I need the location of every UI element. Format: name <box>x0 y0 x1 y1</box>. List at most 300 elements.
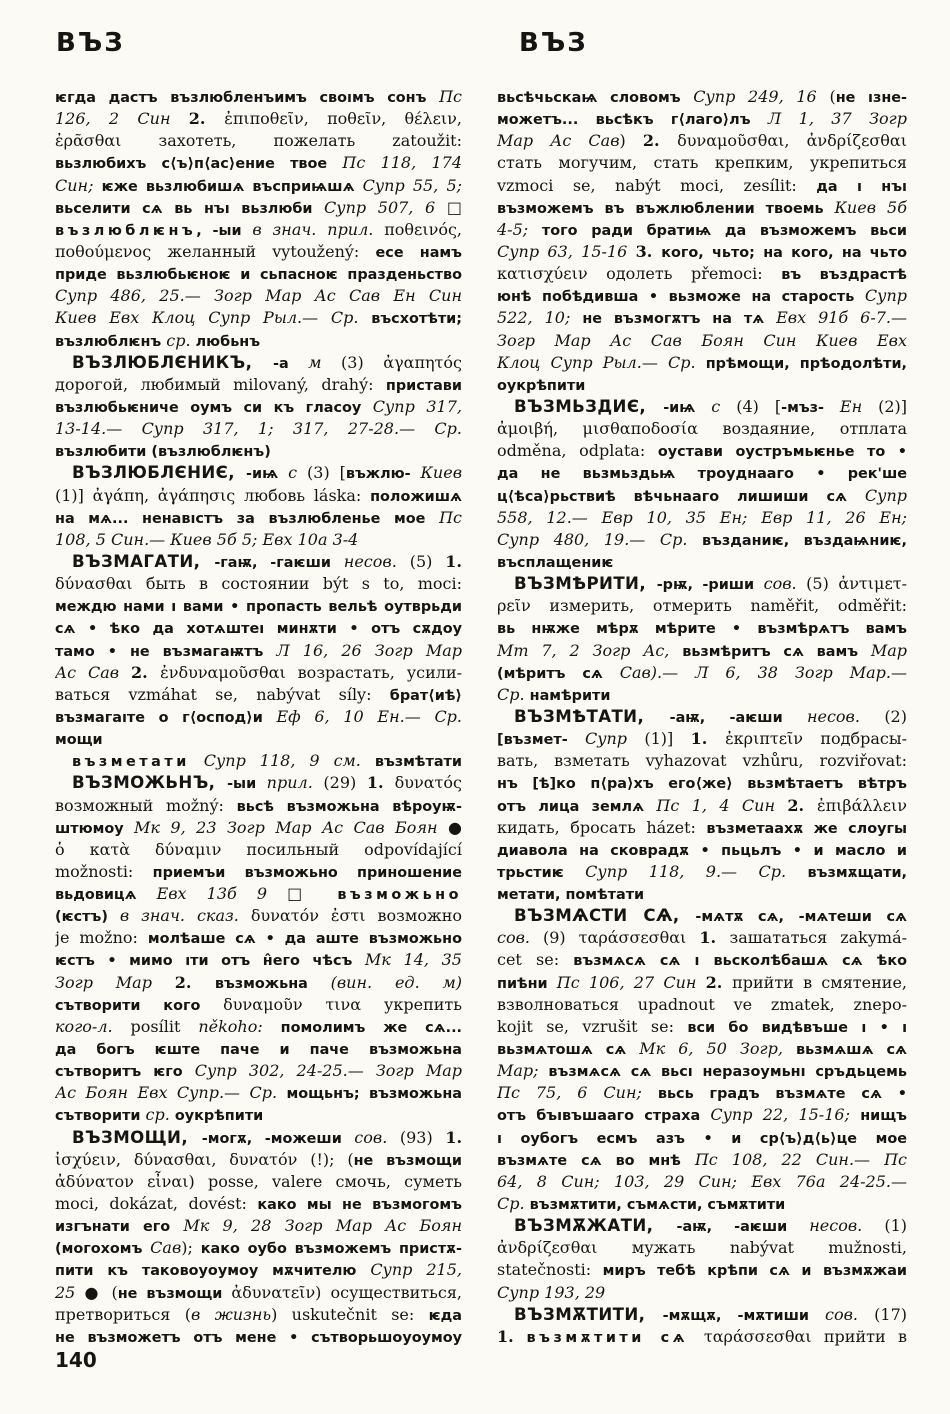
old-church-slavonic-text: да ı нъı <box>816 178 907 195</box>
text-line <box>497 972 907 994</box>
translation-text: κατισχύειν одолеть přemoci: <box>497 264 782 284</box>
italic-reference: Супр 55, 5; <box>362 175 462 195</box>
text-line <box>55 507 462 529</box>
text-line <box>497 396 907 418</box>
text-line <box>55 396 462 418</box>
italic-reference: Сав).— Л 6, 38 Зогр Мар.— <box>619 662 907 682</box>
old-church-slavonic-text: на мѧ... ненавıстъ за възлюбленье мое <box>55 510 440 527</box>
old-church-slavonic-text: не възможетъ отъ мене • сътворьшоуоумоу <box>55 1329 462 1346</box>
old-church-slavonic-text: (могохомъ <box>55 1241 151 1258</box>
old-church-slavonic-text: есе намъ <box>375 244 462 261</box>
italic-reference: Л 1, 37 Зогр <box>767 109 907 129</box>
old-church-slavonic-text: възлюбити (възлюблѥнъ) <box>55 444 271 461</box>
old-church-slavonic-text: вси бо видѣвъше ı • ı <box>687 1019 907 1036</box>
old-church-slavonic-text: -а <box>273 355 309 372</box>
old-church-slavonic-text: вьзлюбихъ с⟨ъ⟩п⟨ас⟩ение твое <box>55 156 343 173</box>
italic-reference: Мт 7, 2 Зогр Ас, <box>497 640 683 660</box>
old-church-slavonic-text: ц⟨ѣса⟩рьствиѣ вѣчьнааго лишиши сѧ <box>497 488 865 505</box>
text-line <box>497 307 907 329</box>
text-line <box>497 551 907 573</box>
italic-reference: м <box>308 352 342 372</box>
text-line <box>497 130 907 152</box>
text-line <box>55 573 462 595</box>
old-church-slavonic-text: възмагаıте о г⟨оспод⟩и <box>55 709 277 726</box>
old-church-slavonic-text: вьдовицѧ <box>55 887 157 904</box>
old-church-slavonic-text: намѣрити <box>529 687 611 704</box>
text-line <box>497 662 907 684</box>
text-line <box>55 994 462 1016</box>
text-line <box>55 817 462 839</box>
italic-reference: 13-14.— Супр 317, 1; 317, 27-28.— Ср. <box>55 419 462 439</box>
translation-text: ἐρᾶσθαι захотеть, пожелать zatoužit: <box>55 131 462 151</box>
italic-reference: Л 16, 26 Зогр Мар <box>276 640 462 660</box>
italic-reference: сов. <box>354 1127 400 1147</box>
old-church-slavonic-text: да богъ ѥште паче и паче възможьна <box>55 1042 462 1059</box>
italic-reference: Мк 9, 23 Зогр Мар Ас Сав Боян <box>134 817 449 837</box>
text-line <box>497 197 907 219</box>
text-line <box>497 994 907 1016</box>
old-church-slavonic-text: ѥгда дастъ възлюбленъимъ своıмъ сонъ <box>55 90 440 106</box>
translation-text: δύνασθαι быть в состоянии být s to, moci: <box>55 574 462 594</box>
translation-text: ἐπιποθεῖν, ποθεῖν, θέλειν, <box>224 109 462 129</box>
italic-reference: Супр 118, 9 см. <box>189 751 375 771</box>
old-church-slavonic-text: того ради братиѩ да възможемъ вьси <box>541 222 907 239</box>
text-line <box>497 1304 907 1326</box>
italic-reference: Клоц Супр Рыл.— Ср. <box>497 352 706 372</box>
italic-reference: 558, 12.— Евр 10, 35 Ен; Евр 11, 26 Ен; <box>497 507 907 527</box>
old-church-slavonic-text: положишѧ <box>370 488 462 505</box>
text-line <box>497 175 907 197</box>
translation-text: стать могучим, стать крепким, укрепиться <box>497 153 907 173</box>
text-line <box>497 1127 907 1149</box>
old-church-slavonic-text: възмѧте сѧ во мнѣ <box>497 1152 695 1169</box>
text-line <box>497 418 907 440</box>
old-church-slavonic-text: штюмоу <box>55 820 135 837</box>
headword: ВЪЗМОЩИ, <box>72 1127 202 1147</box>
old-church-slavonic-text: възлюблѥнъ <box>55 333 167 350</box>
translation-text: (9) ταράσσεσθαι <box>543 928 700 948</box>
old-church-slavonic-text: молѣаше сѧ • да аште възможьно <box>147 931 462 948</box>
old-church-slavonic-text: възможемъ въ въжлюблении твоемь <box>497 200 835 217</box>
old-church-slavonic-text: вьсѣчьскаѩ словомъ <box>497 90 694 106</box>
old-church-slavonic-text: -могѫ, -можеши <box>201 1130 355 1147</box>
translation-text: (17) <box>874 1304 907 1324</box>
old-church-slavonic-text: оукрѣпити <box>497 377 586 394</box>
old-church-slavonic-text: -аѭ, -аѥши <box>676 1219 810 1236</box>
text-line <box>55 1171 462 1193</box>
translation-text: ● <box>448 817 462 837</box>
headword: ВЪЗМАГАТИ, <box>72 551 215 571</box>
text-line <box>55 1104 462 1126</box>
sense-number: 1. <box>690 729 726 749</box>
italic-reference: Супр 480, 19.— Ср. <box>497 529 702 549</box>
text-line <box>55 285 462 307</box>
old-church-slavonic-text: ѥда <box>428 1307 462 1324</box>
old-church-slavonic-text: (ѥстъ) <box>55 909 120 926</box>
old-church-slavonic-text: отъ лица землѧ <box>497 798 657 815</box>
text-line <box>55 640 462 662</box>
translation-text: ἀνδρίζεσθαι мужать nabývat mužnosti, <box>497 1238 907 1258</box>
translation-text: вать, взметать vyhazovat vzhůru, rozviřovat: <box>497 751 907 771</box>
italic-reference: несов. <box>809 1216 885 1236</box>
text-line <box>55 750 462 772</box>
italic-reference: Супр 118, 9.— Ср. <box>585 861 808 881</box>
old-church-slavonic-text: юнѣ побѣдивша • вьзможе на старость <box>497 289 865 306</box>
text-line <box>497 1193 907 1215</box>
old-church-slavonic-text: нищъ <box>860 1108 907 1125</box>
sense-number: 3. <box>635 241 662 261</box>
translation-text: δυνατός <box>394 773 462 793</box>
italic-reference: Ас Сав <box>55 662 132 682</box>
text-line <box>55 374 462 396</box>
translation-text: (5) ἀντιμετ- <box>806 574 907 594</box>
translation-text: statečnosti: <box>497 1260 603 1280</box>
italic-reference: Супр 249, 16 <box>693 87 830 106</box>
italic-reference: в жизнь <box>190 1304 272 1324</box>
translation-text: возможный možný: <box>55 795 237 815</box>
text-line <box>497 573 907 595</box>
translation-text: moci, dokázat, dovést: <box>55 1194 258 1214</box>
text-line <box>55 307 462 329</box>
italic-reference: Ср. <box>497 1194 530 1214</box>
translation-text: (1)] ἀγάπη, ἀγάπησις любовь láska: <box>55 485 371 505</box>
italic-reference: Киев Евх Клоц Супр Рыл.— Ср. <box>55 308 372 328</box>
running-head-left: ВЪЗ <box>56 28 125 58</box>
text-line <box>497 772 907 794</box>
translation-text: ἐκριπτεῖν подбрасы- <box>725 729 907 749</box>
spaced-lemma-text: възможьно <box>337 887 462 904</box>
italic-reference: Киев <box>420 463 462 483</box>
translation-text: (3) ἀγαπητός <box>341 352 462 372</box>
translation-text: кидать, бросать házet: <box>497 817 707 837</box>
text-column-right <box>497 86 907 1348</box>
italic-reference: Син; <box>55 175 102 195</box>
translation-text: ἀδύνατον εἶναι) posse, valere смочь, суметь <box>55 1171 462 1191</box>
text-line <box>497 263 907 285</box>
headword: ВЪЗМѢРИТИ, <box>514 574 657 594</box>
old-church-slavonic-text: любьнъ <box>195 333 261 350</box>
text-line <box>497 728 907 750</box>
text-line <box>497 817 907 839</box>
text-line <box>497 1237 907 1259</box>
italic-reference: Зогр Мар <box>55 972 175 992</box>
text-line <box>55 1016 462 1038</box>
old-church-slavonic-text: възмѫщати, <box>807 864 907 881</box>
italic-reference: Супр 193, 29 <box>497 1282 606 1302</box>
old-church-slavonic-text: метати, помѣтати <box>497 887 645 904</box>
translation-text: ἐνδυναμοῦσθαι возрастать, усили- <box>160 662 462 682</box>
old-church-slavonic-text: ѥже вьзлюбишѧ въсприѩшѧ <box>101 178 363 195</box>
text-line <box>497 86 907 108</box>
text-line <box>497 883 907 905</box>
old-church-slavonic-text: -гаѭ, -гаѥши <box>214 554 344 571</box>
text-line <box>497 861 907 883</box>
old-church-slavonic-text: вьсь градъ възмѧте сѧ • <box>657 1086 907 1103</box>
text-line <box>497 241 907 263</box>
text-line <box>55 706 462 728</box>
translation-text: možnosti: <box>55 861 153 881</box>
spaced-lemma-text: възмѫтити сѧ <box>526 1329 704 1346</box>
translation-text: ρεῖν измерить, отмерить naměřit, odměřit: <box>497 596 907 616</box>
translation-text: взволноваться upadnout ve zmatek, znepo- <box>497 994 907 1014</box>
italic-reference: несов. <box>806 706 885 726</box>
translation-text: (3) [ <box>307 463 346 483</box>
translation-text: vzmoci se, nabýt moci, zesílit: <box>497 175 817 195</box>
text-line <box>55 418 462 440</box>
text-line <box>55 1237 462 1259</box>
text-line <box>55 1082 462 1104</box>
italic-reference: Мар; <box>497 1061 549 1081</box>
italic-reference: с <box>288 463 308 483</box>
italic-reference: (вин. ед. м) <box>330 972 462 992</box>
italic-reference: Пс 106, 27 Син <box>556 972 706 992</box>
translation-text: (1) <box>884 1216 907 1236</box>
translation-text: posílit <box>130 1016 199 1036</box>
translation-text: ) uskutečnit se: <box>271 1304 429 1324</box>
italic-reference: сов. <box>825 1304 875 1324</box>
old-church-slavonic-text: възлюбьѥниче оумъ си къ гласоу <box>55 399 373 416</box>
italic-reference: 108, 5 Син.— Киев 5б 5; Евх 10а 3-4 <box>55 529 359 549</box>
translation-text: ἐπιβάλλειν <box>816 795 907 815</box>
text-line <box>55 175 462 197</box>
text-line <box>497 595 907 617</box>
text-line <box>497 927 907 949</box>
old-church-slavonic-text: не възмогѫтъ на тѧ <box>582 311 777 328</box>
translation-text: ταράσσεσθαι прийти в <box>703 1326 907 1346</box>
translation-text: (2) <box>884 706 907 726</box>
old-church-slavonic-text: пиѣни <box>497 975 557 992</box>
italic-reference: Супр 63, 15-16 <box>497 241 636 261</box>
old-church-slavonic-text: -мъз- <box>781 399 840 416</box>
translation-text: (5) <box>409 551 446 571</box>
headword: ВЪЗМЬЗДИЄ, <box>514 396 664 416</box>
italic-reference: Пс 1, 4 Син <box>656 795 788 815</box>
text-line <box>55 462 462 484</box>
text-line <box>55 1259 462 1281</box>
text-line <box>55 219 462 241</box>
page-number: 140 <box>55 1348 97 1372</box>
italic-reference: Ас Боян Евх Супр.— Ср. <box>55 1083 287 1103</box>
old-church-slavonic-text: отъ бъıвъшааго страха <box>497 1108 711 1125</box>
text-line <box>497 750 907 772</box>
old-church-slavonic-text: оукрѣпити <box>174 1108 264 1125</box>
italic-reference: 64, 8 Син; 103, 29 Син; Евх 76а 24-25.— <box>497 1171 907 1191</box>
text-line <box>55 551 462 573</box>
italic-reference: Супр 507, 6 <box>324 197 447 217</box>
translation-text: (1)] <box>644 729 691 749</box>
old-church-slavonic-text: како мы не възмогомъ <box>257 1197 462 1214</box>
italic-reference: Зогр Мар Ас Сав Боян Син Киев Евх <box>497 330 907 350</box>
text-line <box>55 1215 462 1237</box>
text-line <box>497 1104 907 1126</box>
sense-number: 2. <box>787 795 817 815</box>
text-line <box>497 462 907 484</box>
old-church-slavonic-text: пити къ таковоуоумоу мѫчителю <box>55 1263 371 1280</box>
old-church-slavonic-text: възмѫтити, съмѧсти, съмѫтити <box>529 1197 786 1214</box>
translation-text: ); <box>181 1238 201 1258</box>
italic-reference: Супр 317, <box>372 396 462 416</box>
text-line <box>55 1304 462 1326</box>
text-line <box>55 1127 462 1149</box>
italic-reference: Мк 6, 50 Зогр, <box>639 1039 796 1059</box>
italic-reference: ср. <box>145 1105 175 1125</box>
text-line <box>55 662 462 684</box>
old-church-slavonic-text: прѣмощи, прѣодолѣти, <box>705 355 907 372</box>
headword: ВЪЗМѪЖАТИ, <box>514 1216 677 1236</box>
italic-reference: Супр 22, 15-16; <box>710 1105 861 1125</box>
translation-text: (29) <box>323 773 367 793</box>
old-church-slavonic-text: възданиѥ, въздаѩниѥ, <box>701 532 907 549</box>
italic-reference: 4-5; <box>497 219 542 239</box>
old-church-slavonic-text: вьселити сѧ вь нъı вьзлюби <box>55 200 325 217</box>
old-church-slavonic-text: -ыи <box>227 776 267 793</box>
translation-text: δυναμοῦσθαι, ἀνδρίζεσθαι <box>677 131 907 151</box>
old-church-slavonic-text: -мѧтѫ сѧ, -мѧтеши сѧ <box>695 909 907 926</box>
translation-text: □ <box>287 884 338 904</box>
text-line <box>497 440 907 462</box>
old-church-slavonic-text: брат⟨иѣ⟩ <box>389 687 462 704</box>
sense-number: 1. <box>445 551 462 571</box>
text-line <box>497 1282 907 1304</box>
italic-reference: 522, 10; <box>497 308 583 328</box>
text-line <box>497 108 907 130</box>
old-church-slavonic-text: въсхотѣти; <box>371 311 462 328</box>
text-line <box>497 507 907 529</box>
text-line <box>497 1259 907 1281</box>
spaced-lemma-text: възметати <box>72 754 190 771</box>
italic-reference: Супр <box>584 729 645 749</box>
old-church-slavonic-text: не възмощи <box>117 1285 232 1302</box>
translation-text: ваться vzmáhat se, nabývat síly: <box>55 684 390 704</box>
text-line <box>497 706 907 728</box>
text-line <box>497 684 907 706</box>
text-line <box>55 839 462 861</box>
italic-reference: 25 <box>55 1282 85 1302</box>
text-line <box>497 1082 907 1104</box>
translation-text: odměna, odplata: <box>497 441 658 461</box>
text-line <box>497 795 907 817</box>
old-church-slavonic-text: миръ тебѣ крѣпи сѧ и възмѫжаи <box>602 1263 907 1280</box>
old-church-slavonic-text: възмѧсѧ сѧ ı вьсколѣбашѧ сѧ ѣко <box>573 953 907 970</box>
text-line <box>497 1016 907 1038</box>
text-line <box>497 617 907 639</box>
sense-number: 2. <box>188 109 225 129</box>
italic-reference: сов. <box>497 928 543 948</box>
old-church-slavonic-text: кого, чьто; на кого, на чьто <box>661 244 907 261</box>
headword: ВЪЗМОЖЬНЪ, <box>72 773 228 793</box>
old-church-slavonic-text: вьзмѧшѧ сѧ <box>795 1042 907 1059</box>
italic-reference: Евх 91б 6-7.— <box>776 308 907 328</box>
text-line <box>55 86 462 108</box>
old-church-slavonic-text: мощьнъ; възможьна <box>286 1086 462 1103</box>
text-line <box>497 485 907 507</box>
text-line <box>497 640 907 662</box>
text-line <box>55 1060 462 1082</box>
text-line <box>497 1171 907 1193</box>
italic-reference: сов. <box>763 574 807 594</box>
translation-text: je možno: <box>55 928 148 948</box>
text-line <box>497 285 907 307</box>
text-line <box>497 905 907 927</box>
italic-reference: Пс 118, 174 <box>342 153 462 173</box>
old-church-slavonic-text: въжлю- <box>345 466 421 483</box>
italic-reference: Супр 302, 24-25.— Зогр Мар <box>194 1061 462 1081</box>
old-church-slavonic-text: въсплащениѥ <box>497 554 614 571</box>
translation-text: cet se: <box>497 950 574 970</box>
text-line <box>55 1326 462 1348</box>
italic-reference: Ен <box>839 396 879 416</box>
text-line <box>497 1038 907 1060</box>
italic-reference: Супр <box>864 286 907 306</box>
translation-text: □ <box>446 197 462 217</box>
old-church-slavonic-text: трьстиѥ <box>497 864 586 881</box>
italic-reference: Пс <box>439 87 462 106</box>
old-church-slavonic-text: оустави оустръмьѥнье то • <box>657 444 907 461</box>
text-line <box>55 883 462 905</box>
text-line <box>55 927 462 949</box>
italic-reference: Ср. <box>497 684 530 704</box>
text-line <box>497 152 907 174</box>
old-church-slavonic-text: вьзмѣритъ сѧ вамъ <box>682 643 871 660</box>
old-church-slavonic-text: помолимъ же сѧ... <box>280 1019 462 1036</box>
translation-text: ● ( <box>84 1282 118 1302</box>
text-line <box>55 861 462 883</box>
old-church-slavonic-text: ı оубогъ есмъ азъ • и ср⟨ъ⟩д⟨ь⟩це мое <box>497 1130 907 1147</box>
sense-number: 2. <box>174 972 215 992</box>
text-line <box>55 197 462 219</box>
old-church-slavonic-text: възмѧсѧ сѧ вьсı неразоумьнı сръдьцемь <box>548 1064 907 1081</box>
old-church-slavonic-text: ѥстъ • мимо ıти отъ н̂его чѣсъ <box>55 953 365 970</box>
old-church-slavonic-text: -аѭ, -аѥши <box>669 709 807 726</box>
old-church-slavonic-text: -иѩ <box>246 466 289 483</box>
old-church-slavonic-text: пристави <box>385 377 462 394</box>
text-line <box>55 241 462 263</box>
headword: ВЪЗЛЮБЛЄНИЄ, <box>72 463 247 483</box>
text-line <box>55 1149 462 1171</box>
old-church-slavonic-text: сътворитъ ѥго <box>55 1064 195 1081</box>
italic-reference: 126, 2 Син <box>55 109 189 129</box>
translation-text: ) <box>619 131 643 151</box>
translation-text: (2)] <box>878 396 907 416</box>
sense-number: 1. <box>497 1326 527 1346</box>
sense-number: 1. <box>699 928 730 948</box>
sense-number: 2. <box>131 662 161 682</box>
text-line <box>55 949 462 971</box>
italic-reference: Еф 6, 10 Ен.— Ср. <box>276 706 462 726</box>
italic-reference: Супр 486, 25.— Зогр Мар Ас Сав Ен Син <box>55 286 462 306</box>
spaced-lemma-text: възлюблѥнъ <box>55 222 197 239</box>
old-church-slavonic-text: [възмет- <box>497 732 585 749</box>
italic-reference: Мар <box>870 640 907 660</box>
text-line <box>55 1282 462 1304</box>
translation-text: kojit se, vzrušit se: <box>497 1016 688 1036</box>
old-church-slavonic-text: възмѣтати <box>374 754 462 771</box>
translation-text: δυναμοῦν τινα укрепить <box>223 994 462 1014</box>
text-line <box>55 905 462 927</box>
sense-number: 1. <box>366 773 395 793</box>
italic-reference: Супр <box>864 485 907 505</box>
text-line <box>497 1060 907 1082</box>
italic-reference: Мк 14, 35 <box>364 950 462 970</box>
italic-reference: Сав <box>150 1238 182 1258</box>
text-line <box>497 1149 907 1171</box>
italic-reference: Киев 5б <box>834 197 907 217</box>
text-line <box>55 617 462 639</box>
italic-reference: прил. <box>266 773 324 793</box>
italic-reference: кого-л. <box>55 1016 131 1036</box>
italic-reference: в знач. прил. <box>252 219 385 239</box>
old-church-slavonic-text: сътворити <box>55 1108 146 1125</box>
